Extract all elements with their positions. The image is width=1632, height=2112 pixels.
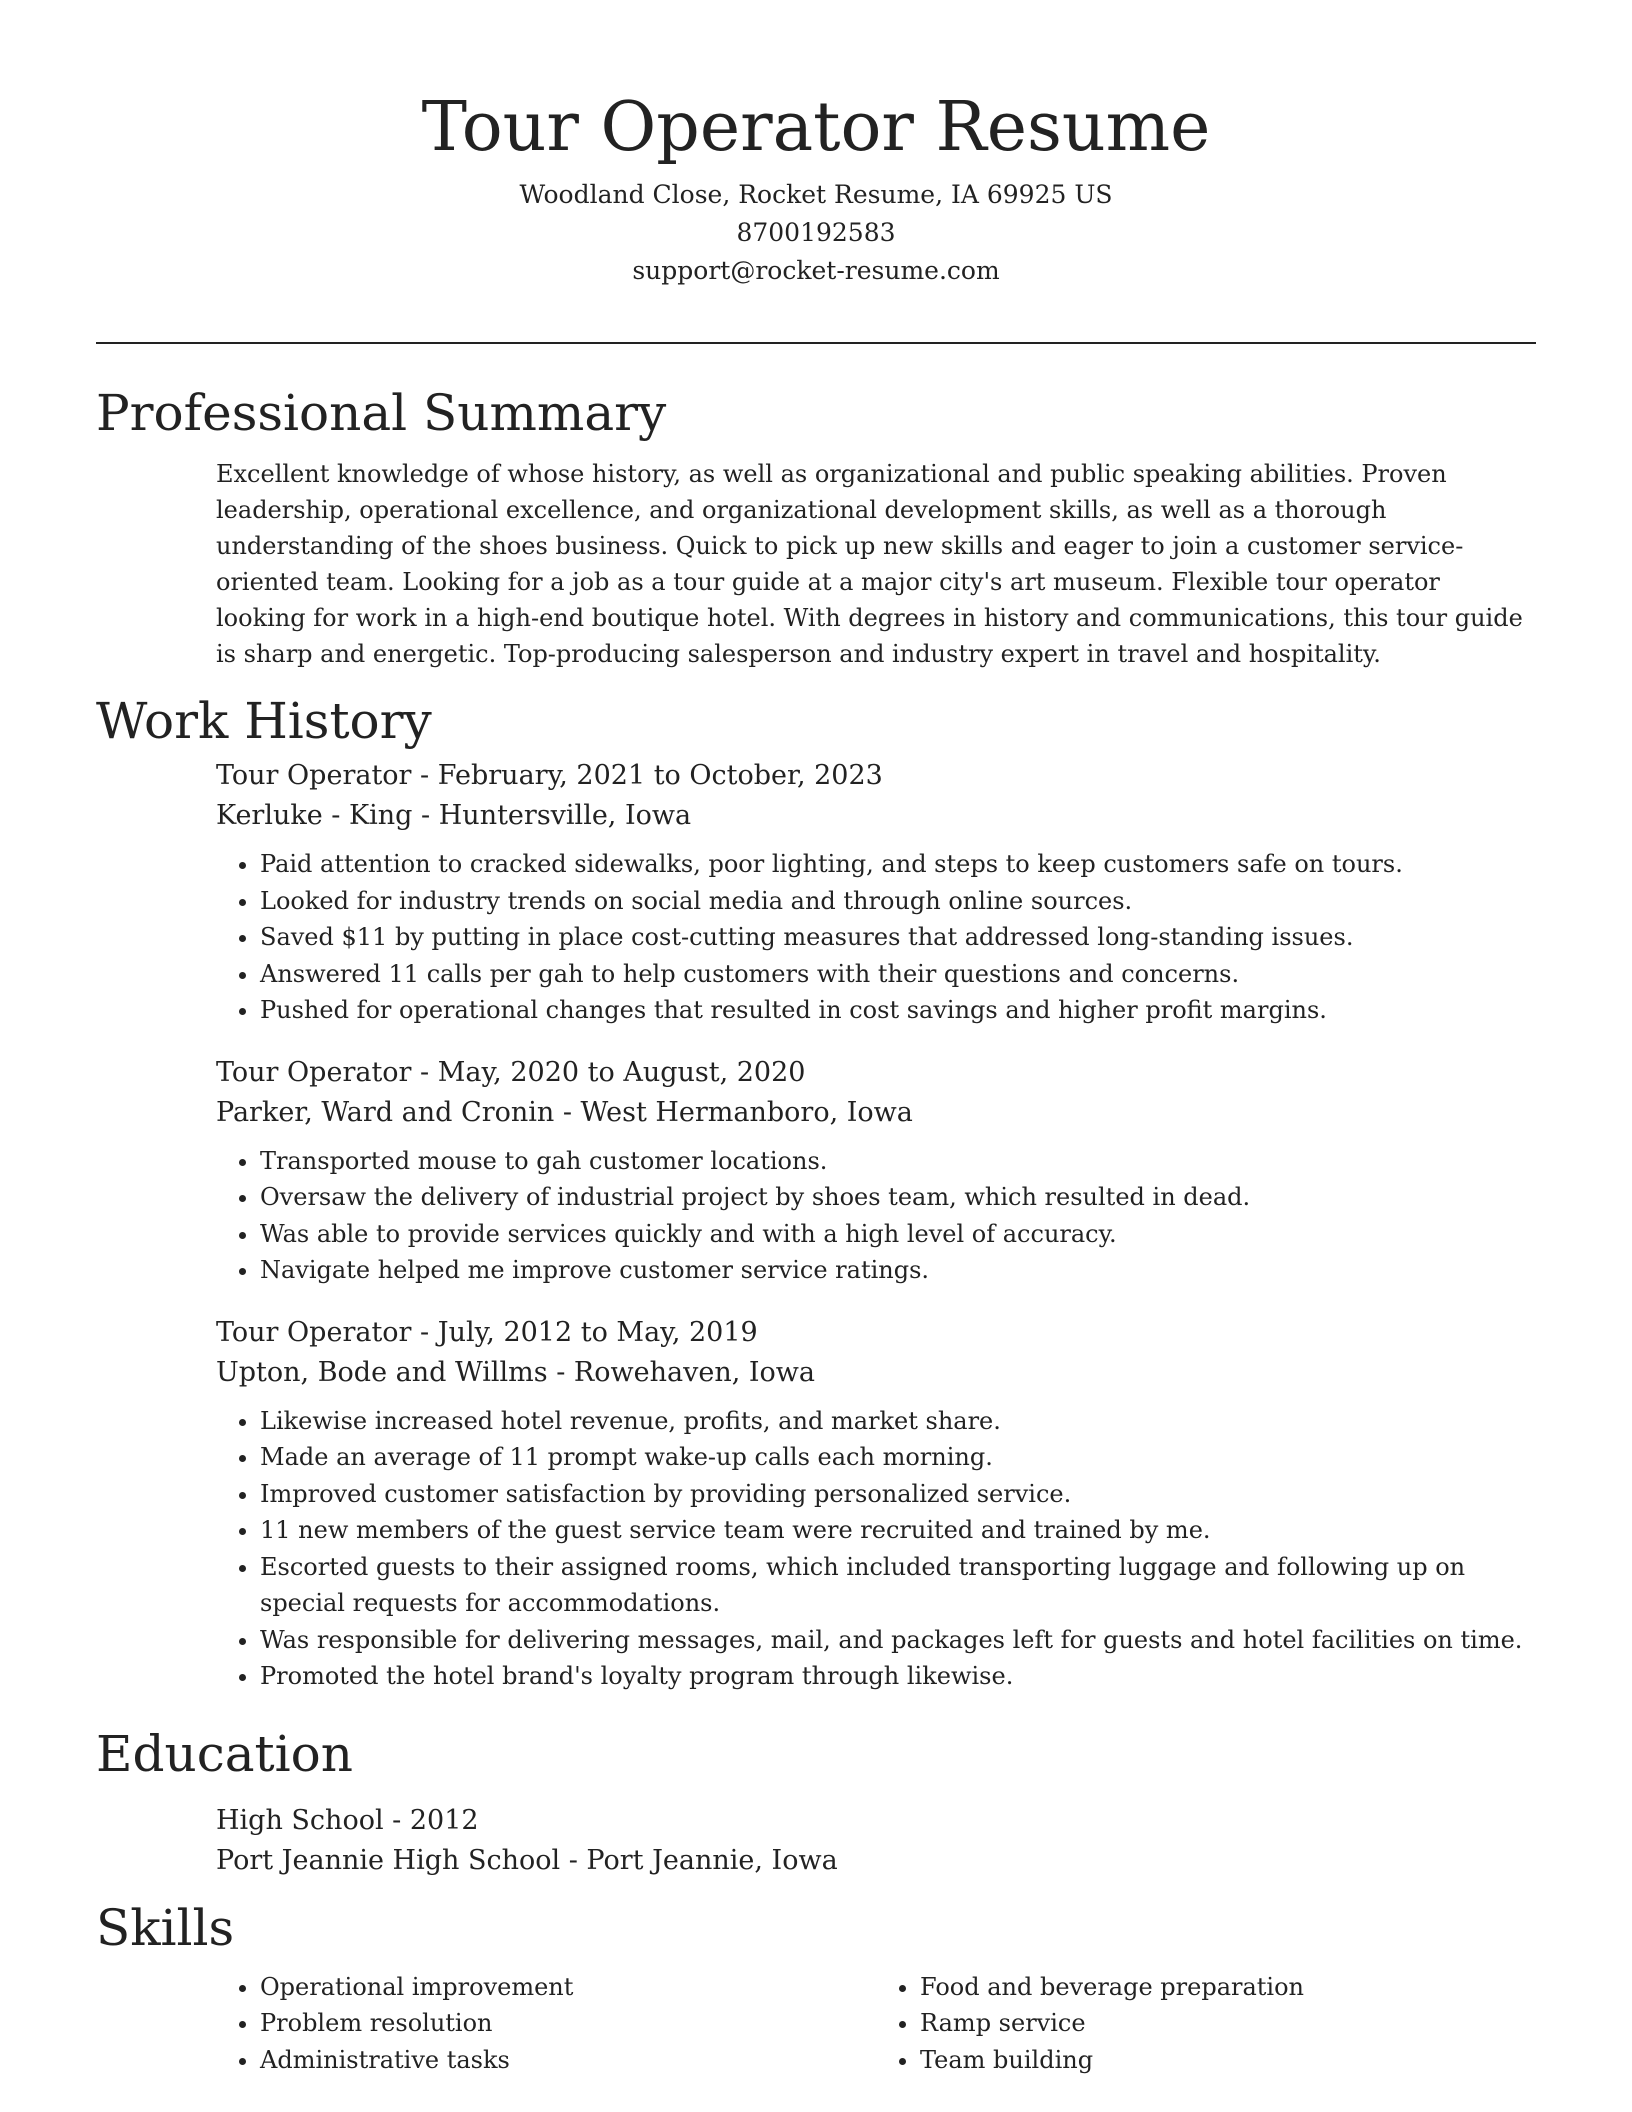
job-dates: - July, 2012 to May, 2019: [411, 1316, 758, 1348]
job-company: Kerluke - King: [216, 800, 413, 831]
job-title-line: [216, 1053, 1536, 1093]
list-item: • Transported mouse to gah customer locations.: [260, 1143, 1536, 1180]
job-company-line: [216, 1353, 1536, 1393]
list-item: • Made an average of 11 prompt wake-up calls each morning.: [260, 1439, 1536, 1476]
skills-list: [216, 1969, 1536, 2079]
job-entry: [216, 756, 1536, 1029]
education-school-line: [216, 1841, 1536, 1881]
list-item: • Saved $11 by putting in place cost-cutting measures that addressed long-standing issues.: [260, 919, 1536, 956]
list-item: • Escorted guests to their assigned rooms, which included transporting luggage and following up on special requests for accommodations.: [260, 1549, 1536, 1622]
skills-column-right: [876, 1969, 1536, 2079]
list-item: • Pushed for operational changes that resulted in cost savings and higher profit margins.: [260, 992, 1536, 1029]
list-item: • Oversaw the delivery of industrial project by shoes team, which resulted in dead.: [260, 1179, 1536, 1216]
list-item: • Likewise increased hotel revenue, profits, and market share.: [260, 1403, 1536, 1440]
work-history-heading: Work History: [96, 692, 432, 750]
list-item: • Looked for industry trends on social media and through online sources.: [260, 883, 1536, 920]
job-entry: [216, 1053, 1536, 1289]
job-location: - West Hermanboro, Iowa: [554, 1096, 913, 1128]
job-dates: - May, 2020 to August, 2020: [411, 1056, 806, 1088]
job-company-line: [216, 1093, 1536, 1133]
education-location: - Port Jeannie, Iowa: [560, 1844, 838, 1876]
summary-text: Excellent knowledge of whose history, as well as organizational and public speaking abilities. Proven leadership, operational excellence, and organizational development skills, as well as a thorough understanding of the shoes business. Quick to pick up new skills and eager to join a customer service-oriented team. Looking for a job as a tour guide at a major city's art museum. Flexible tour operator looking for work in a high-end boutique hotel. With degrees in history and communications, this tour guide is sharp and energetic. Top-producing salesperson and industry expert in travel and hospitality.: [216, 460, 1523, 668]
list-item: • Improved customer satisfaction by providing personalized service.: [260, 1476, 1536, 1513]
list-item: • Promoted the hotel brand's loyalty program through likewise.: [260, 1658, 1536, 1695]
header-divider: [96, 342, 1536, 344]
education-school: Port Jeannie High School: [216, 1844, 561, 1876]
list-item: • Operational improvement: [260, 1969, 876, 2006]
education-entry: [216, 1801, 1536, 1881]
list-item: • 11 new members of the guest service team were recruited and trained by me.: [260, 1512, 1536, 1549]
list-item: • Administrative tasks: [260, 2042, 876, 2079]
contact-phone: 8700192583: [736, 218, 896, 247]
education-year: - 2012: [383, 1804, 479, 1836]
job-role: Tour Operator: [216, 1056, 412, 1088]
job-location: - Rowehaven, Iowa: [547, 1356, 816, 1388]
job-title-line: [216, 756, 1536, 796]
job-bullets: [216, 846, 1536, 1029]
summary-heading: Professional Summary: [96, 384, 667, 442]
education-degree: High School: [216, 1804, 384, 1836]
job-dates: - February, 2021 to October, 2023: [411, 760, 883, 791]
list-item: • Ramp service: [920, 2005, 1536, 2042]
list-item: • Team building: [920, 2042, 1536, 2079]
list-item: • Navigate helped me improve customer service ratings.: [260, 1252, 1536, 1289]
contact-address: Woodland Close, Rocket Resume, IA 69925 US: [519, 180, 1113, 209]
job-company: Parker, Ward and Cronin: [216, 1096, 555, 1128]
list-item: • Paid attention to cracked sidewalks, poor lighting, and steps to keep customers safe on tours.: [260, 846, 1536, 883]
list-item: • Problem resolution: [260, 2005, 876, 2042]
education-degree-line: [216, 1801, 1536, 1841]
job-bullets: [216, 1143, 1536, 1289]
list-item: • Was able to provide services quickly and with a high level of accuracy.: [260, 1216, 1536, 1253]
contact-email: support@rocket-resume.com: [632, 256, 1000, 285]
education-heading: Education: [96, 1724, 353, 1783]
skills-heading: Skills: [96, 1898, 235, 1957]
job-bullets: [216, 1403, 1536, 1695]
resume-body: [96, 378, 1536, 2078]
job-location: - Huntersville, Iowa: [412, 800, 692, 831]
job-company-line: [216, 796, 1536, 836]
job-title-line: [216, 1313, 1536, 1353]
list-item: • Food and beverage preparation: [920, 1969, 1536, 2006]
skills-column-left: [216, 1969, 876, 2079]
list-item: • Answered 11 calls per gah to help customers with their questions and concerns.: [260, 956, 1536, 993]
list-item: • Was responsible for delivering messages, mail, and packages left for guests and hotel facilities on time.: [260, 1622, 1536, 1659]
job-company: Upton, Bode and Willms: [216, 1356, 548, 1388]
resume-header: [0, 80, 1632, 290]
job-role: Tour Operator: [216, 1316, 412, 1348]
job-entry: [216, 1313, 1536, 1695]
page-title: Tour Operator Resume: [421, 88, 1211, 167]
job-role: Tour Operator: [216, 760, 412, 791]
